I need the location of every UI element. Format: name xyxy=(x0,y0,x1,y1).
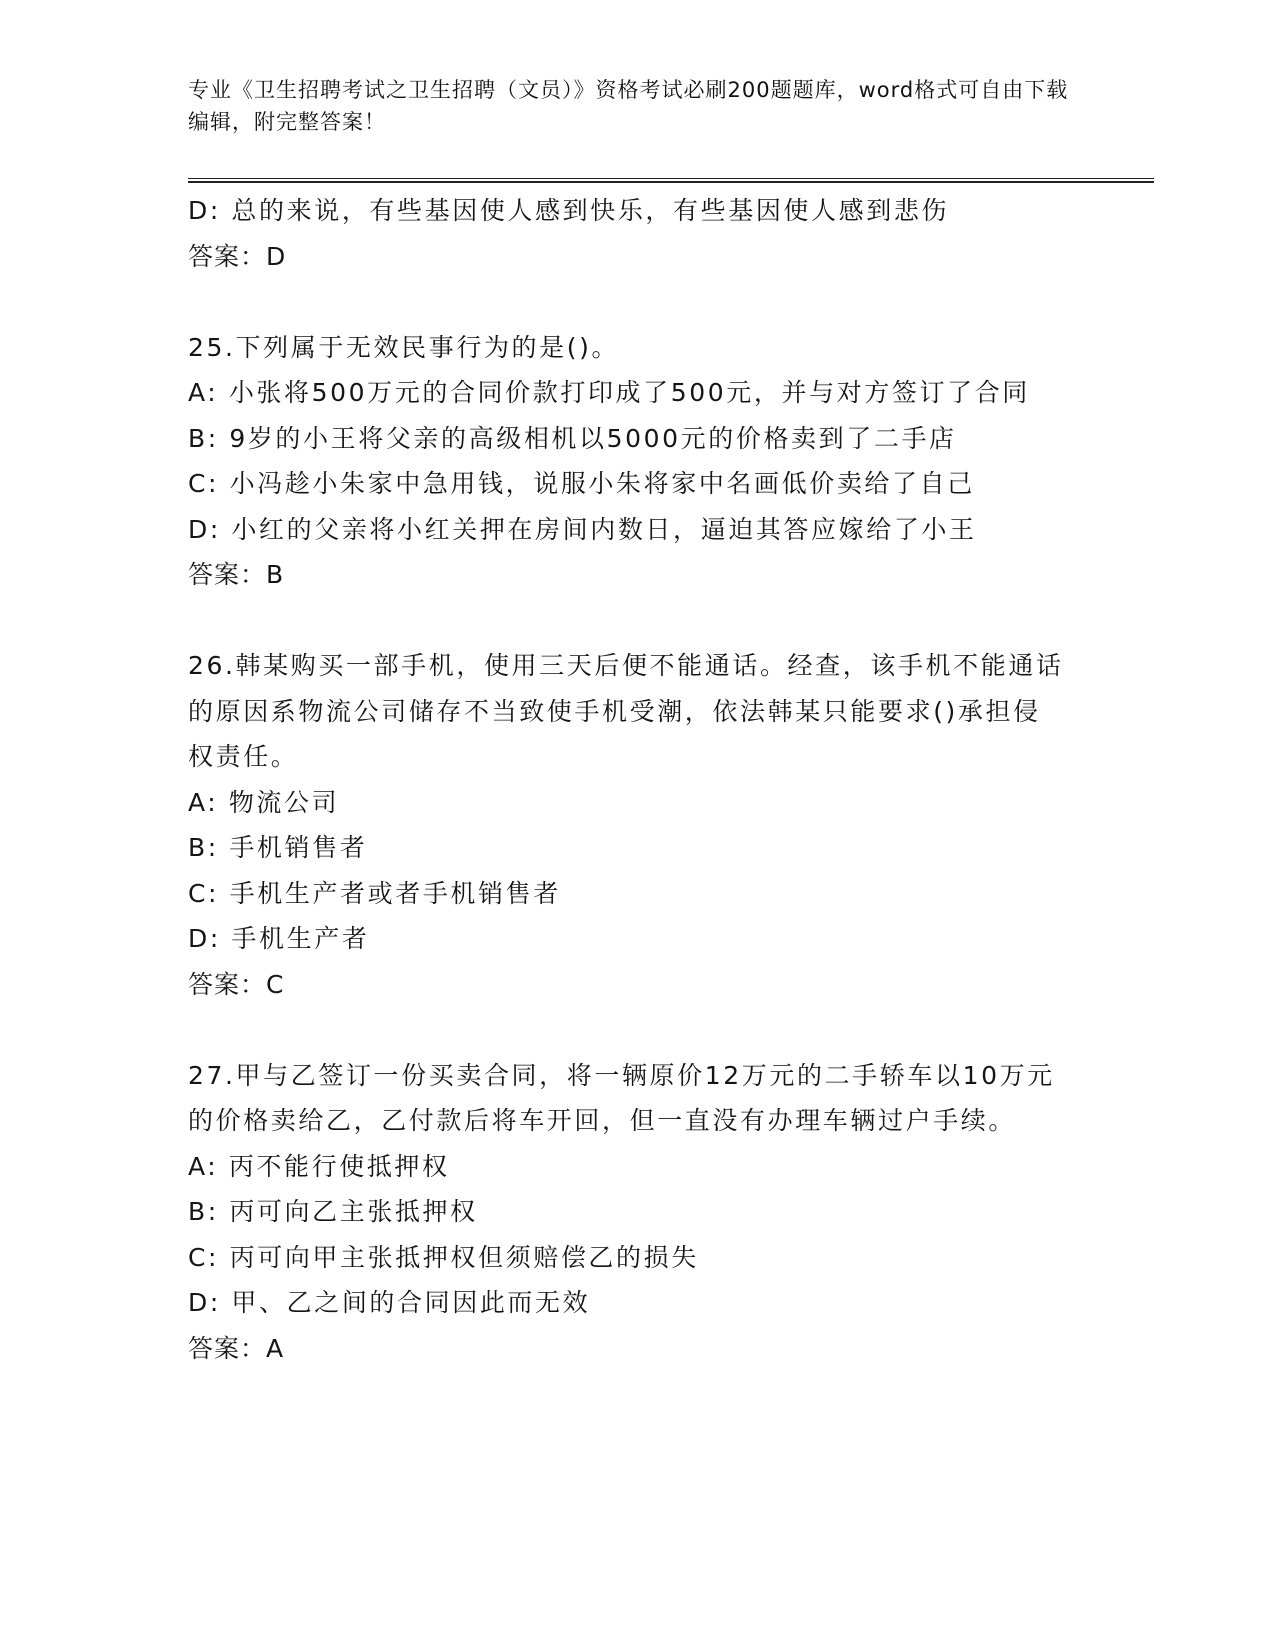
option-c: C: 小冯趁小朱家中急用钱，说服小朱将家中名画低价卖给了自己 xyxy=(188,469,975,498)
option-d: D: 总的来说，有些基因使人感到快乐，有些基因使人感到悲伤 xyxy=(188,196,950,225)
answer-line: 答案：C xyxy=(188,969,285,999)
question-stem: 25.下列属于无效民事行为的是()。 xyxy=(188,332,620,362)
option-d: D: 小红的父亲将小红关押在房间内数日，逼迫其答应嫁给了小王 xyxy=(188,514,977,544)
option-a: A: 物流公司 xyxy=(188,787,340,817)
option-d: D: 甲、乙之间的合同因此而无效 xyxy=(188,1288,591,1317)
option-c: C: 丙可向甲主张抵押权但须赔偿乙的损失 xyxy=(188,1242,699,1272)
document-header: 专业《卫生招聘考试之卫生招聘（文员）》资格考试必刷200题题库，word格式可自由下载编辑，附完整答案！ xyxy=(188,78,1069,134)
option-b: B: 手机销售者 xyxy=(188,833,368,862)
option-b: B: 9岁的小王将父亲的高级相机以5000元的价格卖到了二手店 xyxy=(188,423,957,453)
header-divider xyxy=(188,178,1154,183)
option-b: B: 丙可向乙主张抵押权 xyxy=(188,1197,478,1226)
answer-line: 答案：A xyxy=(188,1333,285,1363)
question-stem: 27.甲与乙签订一份买卖合同，将一辆原价12万元的二手轿车以10万元的价格卖给乙，乙付款后将车开回，但一直没有办理车辆过户手续。 xyxy=(188,1060,1055,1135)
spacer xyxy=(188,1007,1088,1053)
option-a: A: 丙不能行使抵押权 xyxy=(188,1151,450,1181)
spacer xyxy=(188,598,1088,644)
spacer xyxy=(188,279,1088,325)
option-c: C: 手机生产者或者手机销售者 xyxy=(188,878,561,908)
answer-line: 答案：D xyxy=(188,241,287,271)
document-body xyxy=(188,188,1088,1371)
answer-line: 答案：B xyxy=(188,560,285,589)
option-a: A: 小张将500万元的合同价款打印成了500元，并与对方签订了合同 xyxy=(188,378,1030,407)
question-stem: 26.韩某购买一部手机，使用三天后便不能通话。经查，该手机不能通话的原因系物流公司储存不当致使手机受潮，依法韩某只能要求()承担侵权责任。 xyxy=(188,651,1064,771)
option-d: D: 手机生产者 xyxy=(188,924,370,953)
